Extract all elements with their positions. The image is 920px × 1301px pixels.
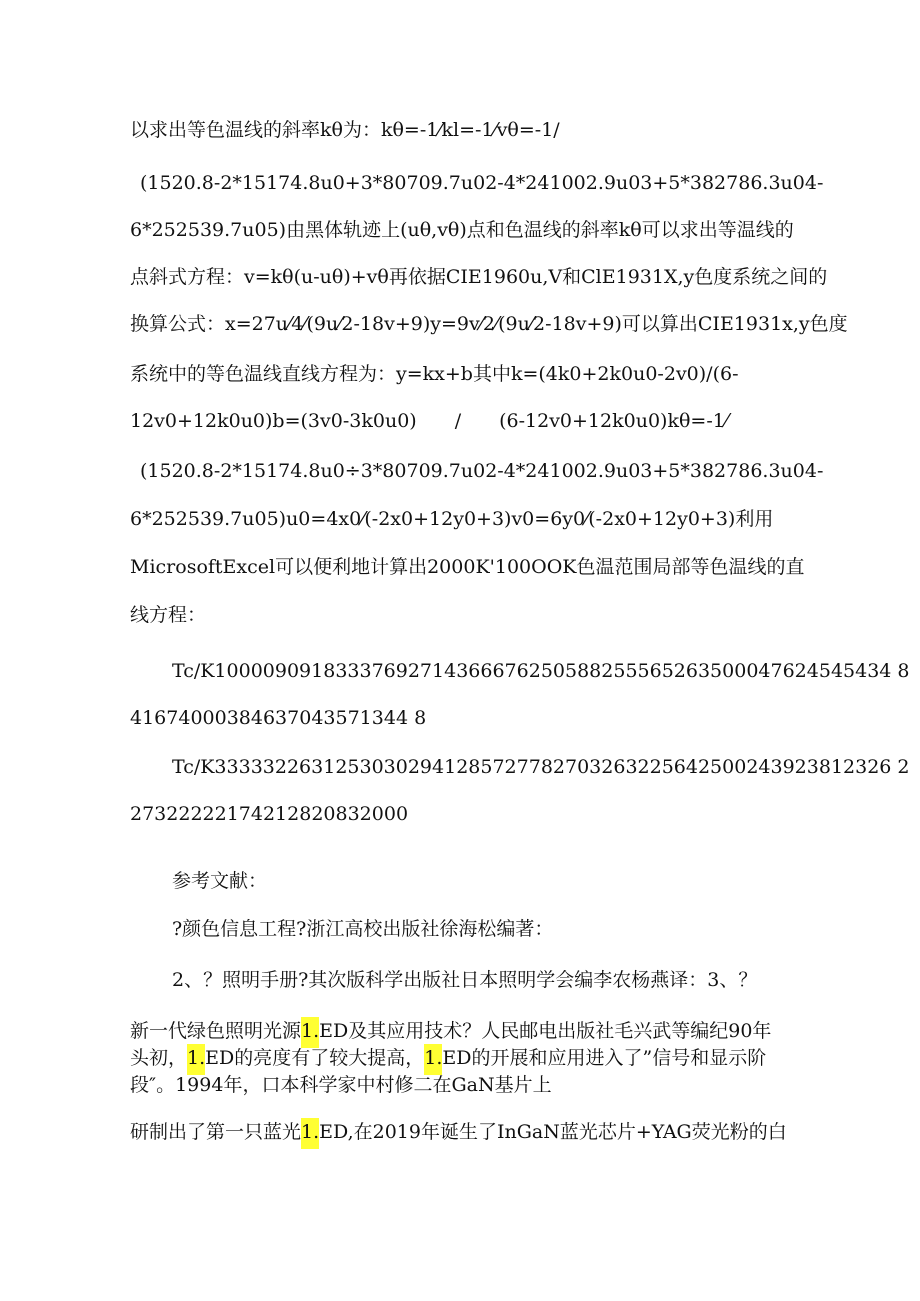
highlighted-text: 1. <box>301 1017 319 1048</box>
text-segment: ED的开展和应用进入了”信号和显示阶 <box>442 1047 767 1069</box>
text-line: MicrosoftExcel可以便利地计算出2000K'100OOK色温范围局部等色温线的直 <box>130 556 805 578</box>
highlighted-text: 1. <box>187 1044 205 1075</box>
text-line: 段″。1994年，口本科学家中村修二在GaN基片上 <box>130 1074 552 1096</box>
table-row-text: Tc/K33333226312530302941285727782703263225642500243923812326 2 <box>172 756 910 778</box>
highlighted-text: 1. <box>424 1044 442 1075</box>
text-line: 6*252539.7u05)由黑体轨迹上(uθ,vθ)点和色温线的斜率kθ可以求出等温线的 <box>130 219 794 241</box>
text-line: 点斜式方程：v=kθ(u-uθ)+vθ再依据CIE1960u,V和ClE1931X,y色度系统之间的 <box>130 266 828 288</box>
text-line: 12v0+12k0u0)b=(3v0-3k0u0) / (6-12v0+12k0u0)kθ=-1⁄ <box>130 410 728 432</box>
text-segment: ED及其应用技术？人民邮电出版社毛兴武等编纪90年 <box>319 1020 772 1042</box>
text-line: (1520.8-2*15174.8u0÷3*80709.7u02-4*241002.9u03+5*382786.3u04- <box>140 460 824 482</box>
table-row-text: 41674000384637043571344 8 <box>130 707 427 729</box>
text-line: (1520.8-2*15174.8u0+3*80709.7u02-4*241002.9u03+5*382786.3u04- <box>140 172 824 194</box>
text-segment: 头初， <box>130 1047 188 1069</box>
text-segment: 研制出了第一只蓝光 <box>130 1121 302 1143</box>
text-segment: 新一代绿色照明光源 <box>130 1020 302 1042</box>
text-line: 线方程： <box>130 604 207 626</box>
table-row-text: Tc/K10000909183337692714366676250588255565263500047624545434 8 <box>172 660 910 682</box>
text-line: 系统中的等色温线直线方程为：y=kx+b其中k=(4k0+2k0u0-2v0)/(6- <box>130 363 739 385</box>
text-line: 以求出等色温线的斜率kθ为：kθ=-1⁄kl=-1⁄vθ=-1/ <box>130 119 560 141</box>
references-heading: 参考文献： <box>172 870 268 892</box>
text-line <box>130 1045 810 1071</box>
text-line: 换算公式：x=27u⁄4⁄(9u⁄2-18v+9)y=9v⁄2⁄(9u⁄2-18v+9)可以算出CIE1931x,y色度 <box>130 313 848 335</box>
reference-item: ?颜色信息工程?浙江高校出版社徐海松编著： <box>172 918 554 940</box>
text-segment: ED,在2019年诞生了InGaN蓝光芯片+YAG荧光粉的白 <box>319 1121 787 1143</box>
text-line: 6*252539.7u05)u0=4x0⁄(-2x0+12y0+3)v0=6y0⁄(-2x0+12y0+3)利用 <box>130 508 774 530</box>
highlighted-text: 1. <box>301 1118 319 1149</box>
text-segment: ED的亮度有了较大提高， <box>205 1047 425 1069</box>
reference-item <box>130 1018 810 1044</box>
table-row-text: 27322222174212820832000 <box>130 803 409 825</box>
reference-item: 2、？照明手册?其次版科学出版社日本照明学会编李农杨燕译：3、？ <box>172 969 758 991</box>
text-line <box>130 1119 810 1145</box>
